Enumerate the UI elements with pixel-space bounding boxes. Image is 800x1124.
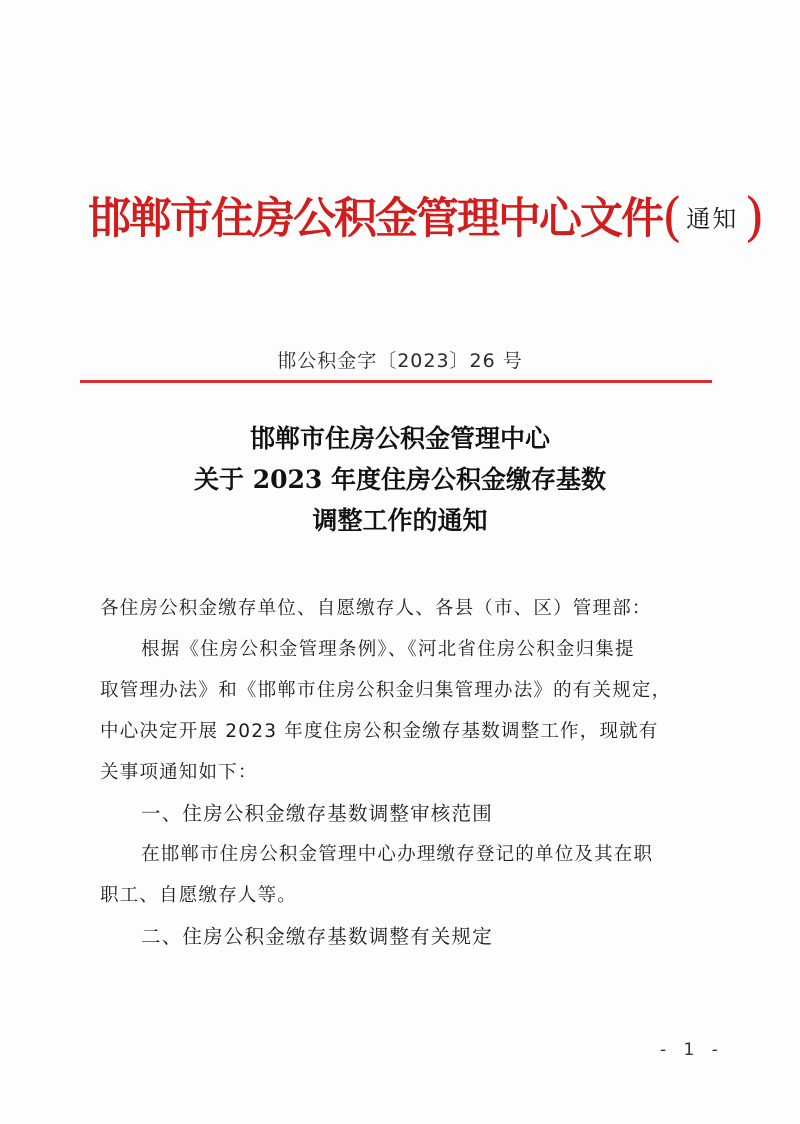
- salutation: 各住房公积金缴存单位、自愿缴存人、各县（市、区）管理部：: [100, 598, 652, 619]
- document-body: [100, 588, 712, 957]
- header-title-text: 邯郸市住房公积金管理中心文件: [88, 194, 662, 244]
- paragraph-line: 关事项通知如下：: [100, 762, 258, 783]
- document-header-title: [88, 183, 763, 254]
- header-paren-close: ): [744, 188, 763, 248]
- document-number: 邯公积金字〔2023〕26 号: [277, 350, 523, 372]
- paragraph-line: 根据《住房公积金管理条例》、《河北省住房公积金归集提: [141, 639, 635, 660]
- notice-title-line: 邯郸市住房公积金管理中心: [249, 424, 550, 453]
- section-heading-2: 二、住房公积金缴存基数调整有关规定: [141, 925, 493, 948]
- paragraph-line: 中心决定开展 2023 年度住房公积金缴存基数调整工作，现就有: [100, 721, 659, 742]
- notice-title: [0, 418, 800, 541]
- header-paren-open: (: [662, 188, 681, 248]
- notice-title-line: 调整工作的通知: [312, 506, 488, 535]
- notice-title-line: 关于 2023 年度住房公积金缴存基数: [194, 465, 606, 494]
- section-heading-1: 一、住房公积金缴存基数调整审核范围: [141, 802, 493, 825]
- header-document-type: 通知: [686, 205, 739, 233]
- page-number: - 1 -: [660, 1040, 724, 1060]
- red-divider-line: [80, 380, 712, 383]
- paragraph-line: 取管理办法》和《邯郸市住房公积金归集管理办法》的有关规定，: [100, 680, 672, 701]
- paragraph-line: 职工、自愿缴存人等。: [100, 885, 298, 906]
- paragraph-line: 在邯郸市住房公积金管理中心办理缴存登记的单位及其在职: [141, 844, 654, 865]
